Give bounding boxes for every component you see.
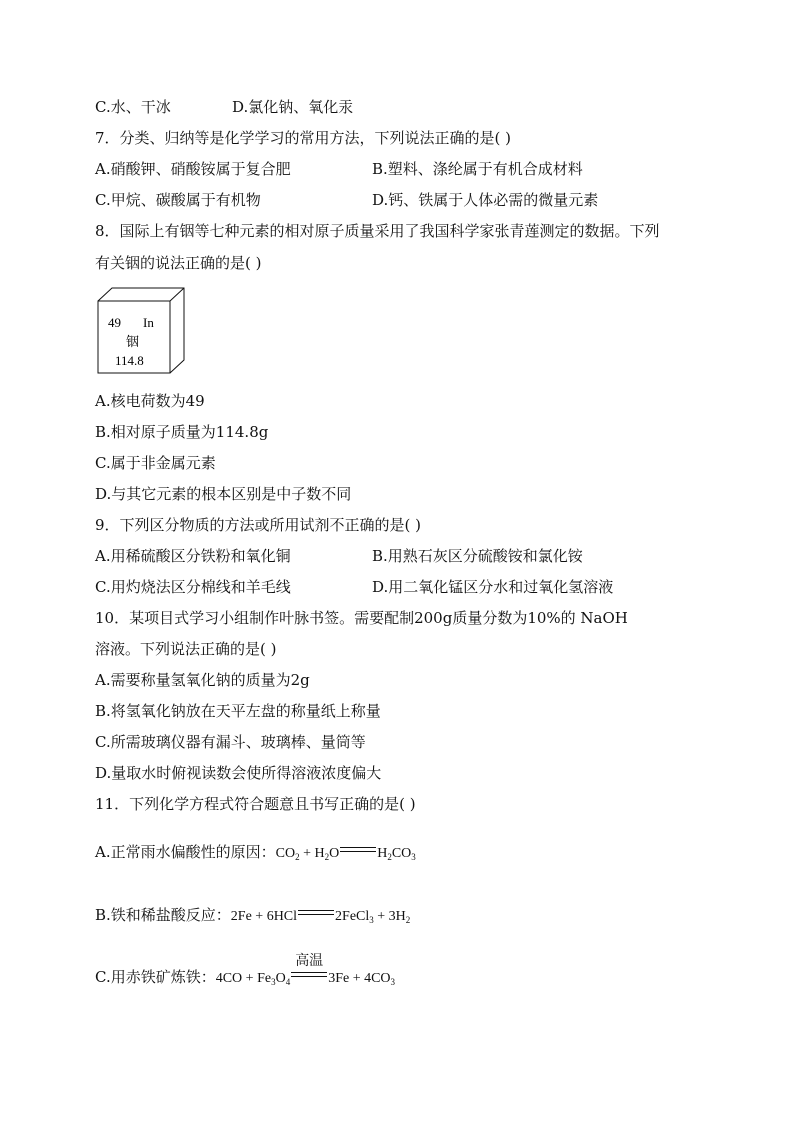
q11-option-c-text: C.用赤铁矿炼铁：: [95, 968, 216, 986]
q9-option-a: A.用稀硫酸区分铁粉和氧化铜: [95, 547, 291, 565]
q10-stem-line2: 溶液。下列说法正确的是( ): [95, 640, 277, 658]
q9-stem: 9．下列区分物质的方法或所用试剂不正确的是( ): [95, 516, 422, 534]
q11-option-c: [95, 953, 396, 992]
q11-option-a-text: A.正常雨水偏酸性的原因：: [95, 843, 276, 861]
q8-stem-line1: 8．国际上有铟等七种元素的相对原子质量采用了我国科学家张青莲测定的数据。下列: [95, 222, 660, 240]
equation-b: 2Fe + 6HCl 2FeCl$_3$ + $3H_2$: [230, 909, 411, 925]
q10-option-a: A.需要称量氢氧化钠的质量为2g: [95, 671, 310, 689]
equals-sign: [298, 908, 334, 918]
element-symbol: In: [143, 315, 154, 330]
q11-option-a: [95, 842, 416, 867]
equals-sign-with-condition: [291, 953, 327, 980]
q11-option-b: [95, 905, 410, 930]
q10-stem-line1: 10．某项目式学习小组制作叶脉书签。需要配制200g质量分数为10%的 NaOH: [95, 609, 628, 627]
equation-c: $4CO + Fe_3O_4$ 高温 $3Fe + 4CO_3$: [215, 953, 396, 987]
q8-option-c: C.属于非金属元素: [95, 454, 216, 472]
q10-option-d: D.量取水时俯视读数会使所得溶液浓度偏大: [95, 764, 382, 782]
q10-option-c: C.所需玻璃仪器有漏斗、玻璃棒、量筒等: [95, 733, 366, 751]
q7-option-d: D.钙、铁属于人体必需的微量元素: [372, 191, 599, 209]
q7-stem: 7．分类、归纳等是化学学习的常用方法，下列说法正确的是( ): [95, 129, 512, 147]
equals-sign: [340, 845, 376, 855]
q7-option-b: B.塑料、涤纶属于有机合成材料: [372, 160, 583, 178]
q9-option-d: D.用二氧化锰区分水和过氧化氢溶液: [372, 578, 614, 596]
q8-option-b: B.相对原子质量为114.8g: [95, 423, 269, 441]
atomic-mass: 114.8: [115, 353, 144, 368]
element-name: 铟: [126, 335, 140, 350]
q10-option-b: B.将氢氧化钠放在天平左盘的称量纸上称量: [95, 702, 381, 720]
q8-stem-line2: 有关铟的说法正确的是( ): [95, 254, 262, 272]
q7-option-a: A.硝酸钾、硝酸铵属于复合肥: [95, 160, 291, 178]
atomic-number: 49: [108, 315, 121, 330]
reaction-condition: 高温: [295, 953, 324, 969]
q8-option-a: A.核电荷数为49: [95, 392, 205, 410]
q9-option-c: C.用灼烧法区分棉线和羊毛线: [95, 578, 291, 596]
q6-option-d: D.氯化钠、氧化汞: [232, 98, 354, 116]
q7-option-c: C.甲烷、碳酸属于有机物: [95, 191, 261, 209]
equation-a: $CO_2 + H_2O$ $H_2CO_3$: [275, 846, 416, 862]
q11-option-b-text: B.铁和稀盐酸反应：: [95, 906, 231, 924]
element-cell-indium: [97, 287, 189, 375]
q6-option-c: C.水、干冰: [95, 98, 171, 116]
q8-option-d: D.与其它元素的根本区别是中子数不同: [95, 485, 352, 503]
q9-option-b: B.用熟石灰区分硫酸铵和氯化铵: [372, 547, 583, 565]
q11-stem: 11．下列化学方程式符合题意且书写正确的是( ): [95, 795, 416, 813]
